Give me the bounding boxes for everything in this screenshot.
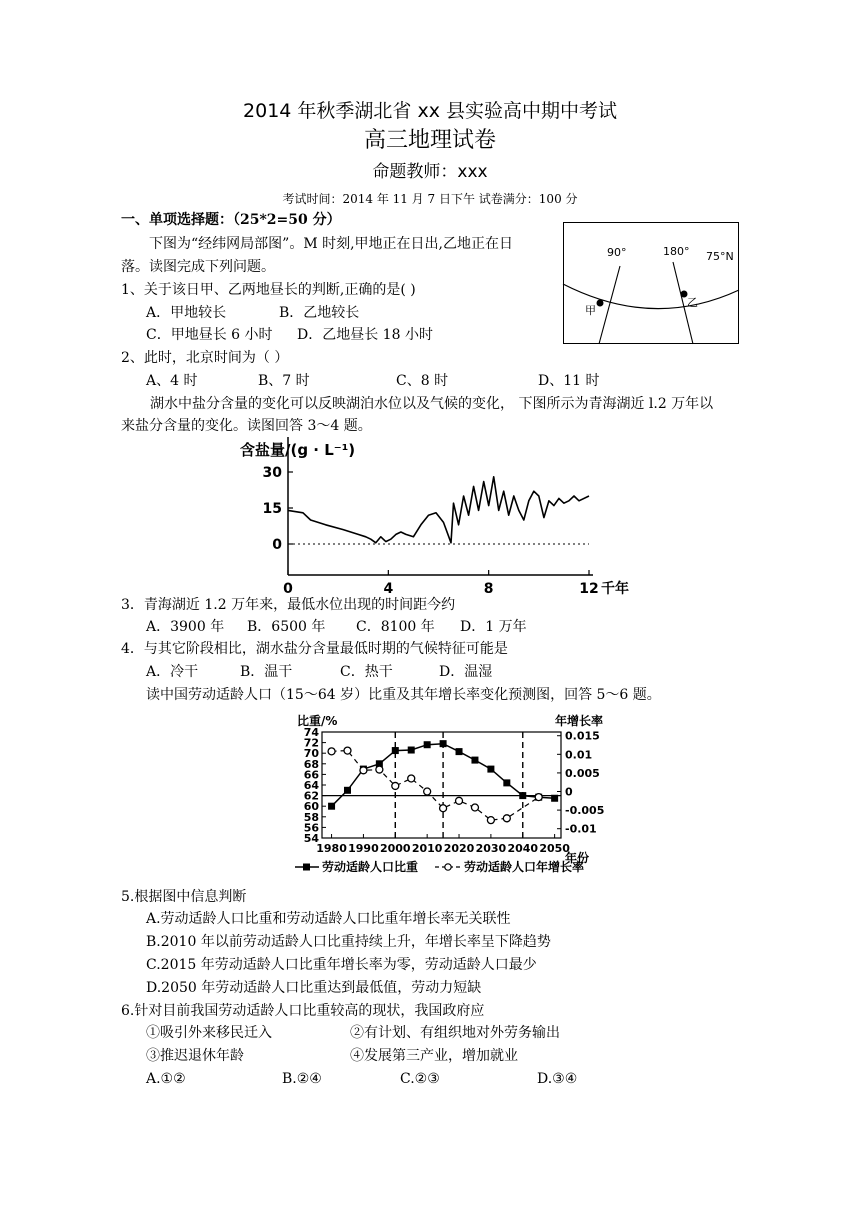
intro-text: 下图为“经纬网局部图”。M 时刻,甲地正在日出,乙地正在日 [149, 236, 513, 252]
passage-text: 读中国劳动适龄人口（15～64 岁）比重及其年增长率变化预测图，回答 5～6 题。 [146, 687, 661, 703]
y2-tick-label: -0.005 [565, 804, 605, 818]
labour-share-point [519, 792, 526, 799]
x-tick-label: 2040 [507, 842, 539, 855]
q5-option-d[interactable]: D.2050 年劳动适龄人口比重达到最低值，劳动力短缺 [146, 980, 482, 996]
x-tick-label: 2010 [411, 842, 443, 855]
legend-label-growth: 劳动适龄人口年增长率 [464, 860, 585, 874]
q6-option-b[interactable]: B.②④ [282, 1071, 322, 1087]
y-tick-label: 0 [272, 537, 282, 553]
growth-rate-point [440, 805, 447, 812]
y2-tick-label: 0.005 [565, 766, 600, 780]
q1-option-d[interactable]: D．乙地昼长 18 小时 [297, 327, 433, 343]
x-axis-label: 千年 [601, 581, 629, 597]
y-tick-label: 64 [303, 779, 319, 792]
legend-marker-growth [445, 864, 451, 870]
q4-stem: 4．与其它阶段相比，湖水盐分含量最低时期的气候特征可能是 [121, 641, 508, 657]
y-tick-label: 58 [303, 810, 319, 824]
q2-option-a[interactable]: A、4 时 [146, 373, 198, 389]
x-tick-label: 1990 [348, 842, 379, 855]
lat-75n-label: 75°N [706, 250, 734, 263]
graticule-figure [563, 222, 739, 344]
q6-choice-4: ④发展第三产业，增加就业 [350, 1048, 518, 1064]
salinity-chart [230, 435, 650, 595]
y-tick-label: 56 [303, 821, 319, 835]
x-tick-label: 1980 [316, 842, 347, 855]
q3-stem: 3．青海湖近 1.2 万年来，最低水位出现的时间距今约 [121, 597, 456, 613]
labour-population-chart [285, 708, 615, 883]
labour-share-point [328, 803, 335, 810]
y-tick-label: 68 [303, 757, 319, 771]
x-tick-label: 2020 [443, 842, 475, 855]
x-tick-label: 2000 [379, 842, 411, 855]
q6-option-a[interactable]: A.①② [146, 1071, 186, 1087]
growth-rate-point [424, 788, 431, 795]
y-tick-label: 60 [303, 800, 319, 814]
q5-option-b[interactable]: B.2010 年以前劳动适龄人口比重持续上升，年增长率呈下降趋势 [146, 934, 551, 950]
q1-stem: 1、关于该日甲、乙两地昼长的判断,正确的是( ) [121, 282, 416, 298]
q6-option-c[interactable]: C.②③ [400, 1071, 440, 1087]
growth-rate-point [328, 748, 335, 755]
passage-text: 湖水中盐分含量的变化可以反映湖泊水位以及气候的变化， 下图所示为青海湖近 l.2 万年以 [150, 396, 714, 412]
y-tick-label: 74 [303, 726, 319, 739]
q6-choice-1: ①吸引外来移民迁入 [146, 1025, 272, 1041]
legend-label-share: 劳动适龄人口比重 [322, 860, 419, 874]
y-tick-label: 72 [303, 736, 319, 750]
x-tick-label: 2030 [475, 842, 507, 855]
q3-option-b[interactable]: B．6500 年 [247, 619, 326, 635]
x-tick-label: 8 [483, 581, 494, 597]
q1-option-c[interactable]: C．甲地昼长 6 小时 [146, 327, 273, 343]
x-tick-label: 12 [579, 581, 599, 597]
labour-share-point [471, 757, 478, 764]
jia-label: 甲 [585, 304, 596, 317]
q6-choice-3: ③推迟退休年龄 [146, 1048, 244, 1064]
growth-rate-point [535, 794, 542, 801]
point-jia [597, 300, 604, 307]
q1-option-b[interactable]: B．乙地较长 [279, 305, 360, 321]
intro-text: 落。读图完成下列问题。 [121, 259, 275, 275]
lon-90-label: 90° [607, 246, 627, 259]
x-tick-label: 0 [283, 581, 293, 597]
q4-option-c[interactable]: C．热干 [340, 664, 393, 680]
y-tick-label: 30 [262, 465, 282, 481]
y2-tick-label: 0.01 [565, 748, 593, 762]
labour-share-point [487, 766, 494, 773]
growth-rate-point [408, 775, 415, 782]
q3-option-c[interactable]: C．8100 年 [356, 619, 435, 635]
q1-option-a[interactable]: A．甲地较长 [146, 305, 227, 321]
q4-option-a[interactable]: A．冷干 [146, 664, 199, 680]
y-tick-label: 70 [303, 747, 319, 761]
passage-text: 来盐分含量的变化。读图回答 3～4 题。 [121, 418, 372, 434]
q6-option-d[interactable]: D.③④ [537, 1071, 578, 1087]
lon-180-label: 180° [663, 245, 690, 258]
growth-rate-point [360, 767, 367, 774]
growth-rate-point [376, 766, 383, 773]
q6-choice-2: ②有计划、有组织地对外劳务输出 [350, 1025, 560, 1041]
y2-tick-label: 0.015 [565, 729, 600, 743]
labour-share-point [408, 747, 415, 754]
q2-option-b[interactable]: B、7 时 [258, 373, 310, 389]
y2-tick-label: -0.01 [565, 822, 597, 836]
x-tick-label: 4 [383, 581, 394, 597]
growth-rate-point [456, 797, 463, 804]
q5-option-a[interactable]: A.劳动适龄人口比重和劳动适龄人口比重年增长率无关联性 [146, 911, 511, 927]
labour-share-point [424, 741, 431, 748]
y-tick-label: 15 [262, 501, 282, 517]
q5-stem: 5.根据图中信息判断 [121, 889, 247, 905]
plot-frame [322, 732, 561, 838]
q3-option-a[interactable]: A．3900 年 [146, 619, 225, 635]
q3-option-d[interactable]: D．1 万年 [460, 619, 527, 635]
y-axis-label: 含盐量/(g · L⁻¹) [240, 441, 356, 459]
exam-info: 考试时间：2014 年 11 月 7 日下午 试卷满分：100 分 [282, 192, 578, 206]
growth-rate-point [392, 782, 399, 789]
x-axis-label: 年份 [565, 851, 590, 865]
y-tick-label: 62 [303, 789, 319, 803]
labour-share-point [440, 740, 447, 747]
exam-title: 2014 年秋季湖北省 xx 县实验高中期中考试 [243, 100, 617, 122]
labour-share-point [392, 747, 399, 754]
growth-rate-point [471, 804, 478, 811]
y-tick-label: 54 [303, 832, 319, 845]
q5-option-c[interactable]: C.2015 年劳动适龄人口比重年增长率为零，劳动适龄人口最少 [146, 957, 537, 973]
q2-option-d[interactable]: D、11 时 [538, 373, 600, 389]
y2-axis-label: 年增长率 [555, 714, 604, 728]
labour-share-point [503, 779, 510, 786]
labour-share-point [551, 795, 558, 802]
q4-option-b[interactable]: B．温干 [240, 664, 293, 680]
labour-share-point [344, 787, 351, 794]
salinity-line [288, 477, 589, 543]
q2-stem: 2、此时，北京时间为（ ） [121, 350, 289, 366]
labour-share-point [456, 748, 463, 755]
y-tick-label: 66 [303, 768, 319, 782]
y-axis-label: 比重/% [297, 714, 338, 728]
growth-rate-point [503, 815, 510, 822]
growth-rate-point [344, 747, 351, 754]
yi-label: 乙 [687, 296, 698, 309]
q4-option-d[interactable]: D．温湿 [439, 664, 493, 680]
x-tick-label: 2050 [539, 842, 570, 855]
teacher-line: 命题教师：xxx [372, 162, 488, 182]
y2-tick-label: 0 [565, 785, 573, 799]
paper-title: 高三地理试卷 [363, 128, 496, 153]
q6-stem: 6.针对目前我国劳动适龄人口比重较高的现状，我国政府应 [121, 1003, 485, 1019]
legend-marker-share [303, 864, 310, 871]
q2-option-c[interactable]: C、8 时 [396, 373, 449, 389]
section-heading: 一、单项选择题：（25*2=50 分） [121, 212, 341, 228]
growth-rate-point [487, 817, 494, 824]
